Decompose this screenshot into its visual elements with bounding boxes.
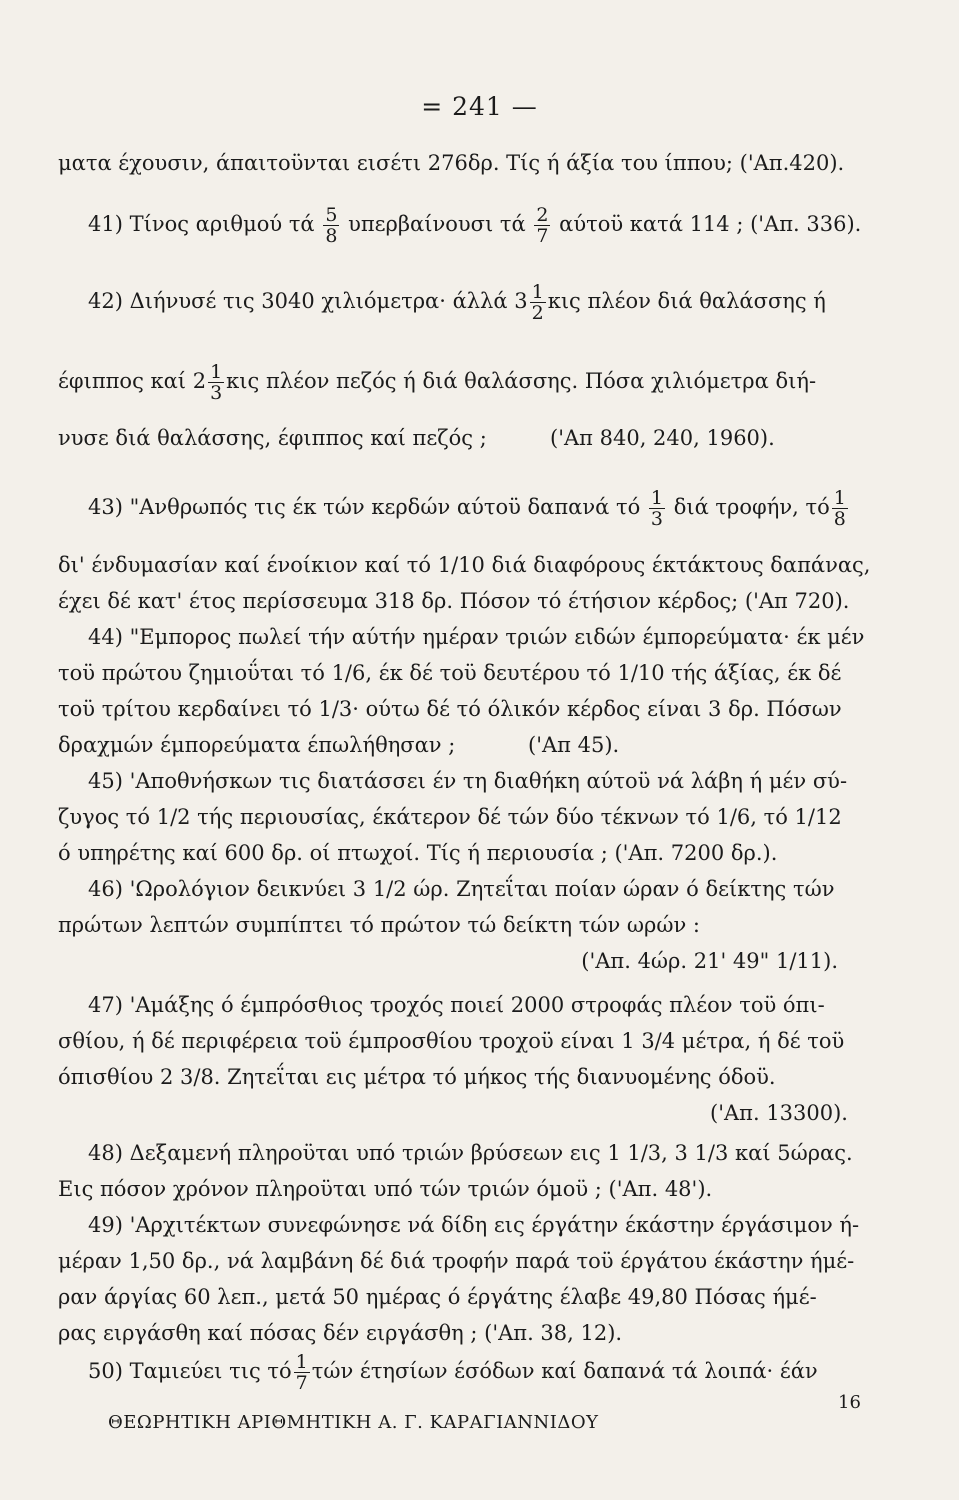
denominator: 8 [325,225,338,247]
page-number-header: = 241 — [421,92,538,121]
denominator: 7 [295,1372,308,1394]
fraction [294,1352,310,1393]
problem-49: 49) 'Αρχιτέκτων συνεφώνησε νά δίδη εις έργάτην έκάστην έργάσιμον ή- [88,1213,860,1237]
numerator: 1 [650,487,664,509]
text-line: ραν άργίας 60 λεπ., μετά 50 ημέρας ό έργάτης έλαβε 49,80 Πόσας ήμέ- [58,1285,817,1309]
problem-44: 44) "Εμπορος πωλεί τήν αύτήν ημέραν τριών ειδών έμπορεύματα· έκ μέν [88,625,865,649]
problem-47: 47) 'Αμάξης ό έμπρόσθιος τροχός ποιεί 2000 στροφάς πλέον τοϋ όπι- [88,993,825,1017]
numerator: 2 [536,204,549,226]
problem-48: 48) Δεξαμενή πληροϋται υπό τριών βρύσεων εις 1 1/3, 3 1/3 καί 5ώρας. [88,1141,853,1165]
denominator: 7 [536,225,549,247]
problem-41 [88,205,908,246]
text-segment: έφιππος καί 2 [58,369,207,393]
text-line: δι' ένδυμασίαν καί ένοίκιον καί τό 1/10 διά διαφόρους έκτάκτους δαπάνας, [58,553,871,577]
numerator: 1 [295,1351,308,1373]
text-line: τοϋ πρώτου ζημιοΰται τό 1/6, έκ δέ τοϋ δευτέρου τό 1/10 τής άξίας, έκ δέ [58,661,842,685]
text-line: πρώτων λεπτών συμπίπτει τό πρώτον τώ δείκτη τών ωρών : [58,913,700,937]
text-line: Εις πόσον χρόνον πληροϋται υπό τών τριών όμοϋ ; ('Απ. 48'). [58,1177,713,1201]
text-segment: κις πλέον πεζός ή διά θαλάσσης. Πόσα χιλιόμετρα διή- [226,369,817,393]
problem-43 [88,488,908,529]
problem-42 [88,282,908,323]
fraction [534,205,550,246]
denominator: 3 [650,508,664,530]
text-segment: δραχμών έμπορεύματα έπωλήθησαν ; [58,733,456,757]
problem-46: 46) 'Ωρολόγιον δεικνύει 3 1/2 ώρ. Ζητεΐται ποίαν ώραν ό δείκτης τών [88,877,835,901]
answer: ('Απ. 4ώρ. 21' 49" 1/11). [581,949,838,973]
text-segment: 41) Τίνος αριθμού τά [88,212,315,236]
text-line: ζυγος τό 1/2 τής περιουσίας, έκάτερον δέ τών δύο τέκνων τό 1/6, τό 1/12 [58,805,842,829]
problem-45: 45) 'Αποθνήσκων τις διατάσσει έν τη διαθήκη αύτοϋ νά λάβη ή μέν σύ- [88,769,848,793]
denominator: 3 [210,382,223,404]
text-line: ματα έχουσιν, άπαιτοϋνται εισέτι 276δρ. Τίς ή άξία του ίππου; ('Απ.420). [58,151,845,175]
answer: ('Απ 840, 240, 1960). [550,426,775,450]
answer: ('Απ 45). [528,733,620,757]
text-segment: τών έτησίων έσόδων καί δαπανά τά λοιπά· έάν [311,1359,818,1383]
text-segment: διά τροφήν, τό [673,495,830,519]
text-line: όπισθίου 2 3/8. Ζητεΐται εις μέτρα τό μήκος τής διανυομένης όδοϋ. [58,1065,776,1089]
answer: ('Απ. 13300). [710,1101,848,1125]
text-segment: 43) "Ανθρωπός τις έκ τών κερδών αύτοϋ δαπανά τό [88,495,641,519]
numerator: 1 [833,487,846,509]
text-line [58,425,908,451]
problem-50 [88,1352,908,1393]
text-segment: 42) Διήνυσέ τις 3040 χιλιόμετρα· άλλά 3 [88,289,528,313]
text-segment: υπερβαίνουσι τά [348,212,526,236]
text-segment: νυσε διά θαλάσσης, έφιππος καί πεζός ; [58,426,487,450]
fraction [649,488,665,529]
denominator: 8 [833,508,846,530]
numerator: 1 [531,281,544,303]
fraction [208,362,224,403]
numerator: 1 [210,361,223,383]
fraction [323,205,339,246]
fraction [832,488,848,529]
text-line [58,362,908,403]
text-line: σθίου, ή δέ περιφέρεια τοϋ έμπροσθίου τροχοϋ είναι 1 3/4 μέτρα, ή δέ τοϋ [58,1029,845,1053]
text-segment: αύτοϋ κατά 114 ; ('Απ. 336). [559,212,862,236]
text-line: μέραν 1,50 δρ., νά λαμβάνη δέ διά τροφήν παρά τοϋ έργάτου έκάστην ήμέ- [58,1249,855,1273]
book-footer: ΘΕΩΡΗΤΙΚΗ ΑΡΙΘΜΗΤΙΚΗ Α. Γ. ΚΑΡΑΓΙΑΝΝΙΔΟΥ [108,1412,599,1433]
text-line: ό υπηρέτης καί 600 δρ. οί πτωχοί. Τίς ή περιουσία ; ('Απ. 7200 δρ.). [58,841,778,865]
signature-mark: 16 [838,1392,861,1413]
text-segment: κις πλέον διά θαλάσσης ή [547,289,826,313]
text-line: έχει δέ κατ' έτος περίσσευμα 318 δρ. Πόσον τό έτήσιον κέρδος; ('Απ 720). [58,589,850,613]
denominator: 2 [531,302,544,324]
numerator: 5 [325,204,338,226]
fraction [530,282,546,323]
text-line: ρας ειργάσθη καί πόσας δέν ειργάσθη ; ('Απ. 38, 12). [58,1321,623,1345]
text-segment: 50) Ταμιεύει τις τό [88,1359,292,1383]
text-line [58,732,908,758]
text-line: τοϋ τρίτου κερδαίνει τό 1/3· ούτω δέ τό όλικόν κέρδος είναι 3 δρ. Πόσων [58,697,842,721]
